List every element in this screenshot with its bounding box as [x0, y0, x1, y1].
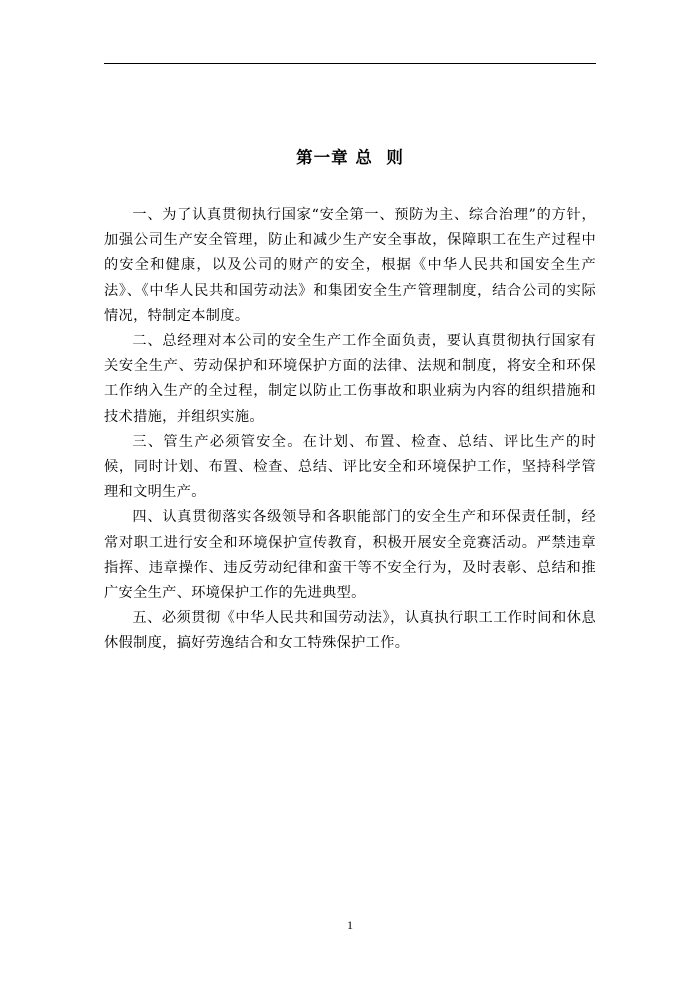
paragraph-5: 五、必须贯彻《中华人民共和国劳动法》，认真执行职工工作时间和休息休假制度，搞好劳逸结合和女工特殊保护工作。: [104, 610, 596, 652]
page-number: 1: [347, 918, 353, 932]
paragraph-3: 三、管生产必须管安全。在计划、布置、检查、总结、评比生产的时候，同时计划、布置、检查、总结、评比安全和环境保护工作，坚持科学管理和文明生产。: [104, 433, 596, 501]
paragraph-1: 一、为了认真贯彻执行国家“安全第一、预防为主、综合治理”的方针，加强公司生产安全管理，防止和减少生产安全事故，保障职工在生产过程中的安全和健康，以及公司的财产的安全，根据《中华人民共和国安全生产法》、《中华人民共和国劳动法》和集团安全生产管理制度，结合公司的实际情况，特制定本制度。: [104, 207, 596, 324]
document-body: [104, 203, 596, 657]
header-rule: [104, 63, 596, 64]
chapter-title: 第一章 总 则: [296, 148, 404, 167]
paragraph-2: 二、总经理对本公司的安全生产工作全面负责，要认真贯彻执行国家有关安全生产、劳动保护和环境保护方面的法律、法规和制度，将安全和环保工作纳入生产的全过程，制定以防止工伤事故和职业病为内容的组织措施和技术措施，并组织实施。: [104, 333, 596, 425]
paragraph-4: 四、认真贯彻落实各级领导和各职能部门的安全生产和环保责任制，经常对职工进行安全和环境保护宣传教育，积极开展安全竞赛活动。严禁违章指挥、违章操作、违反劳动纪律和蛮干等不安全行为，及时表彰、总结和推广安全生产、环境保护工作的先进典型。: [104, 509, 596, 602]
